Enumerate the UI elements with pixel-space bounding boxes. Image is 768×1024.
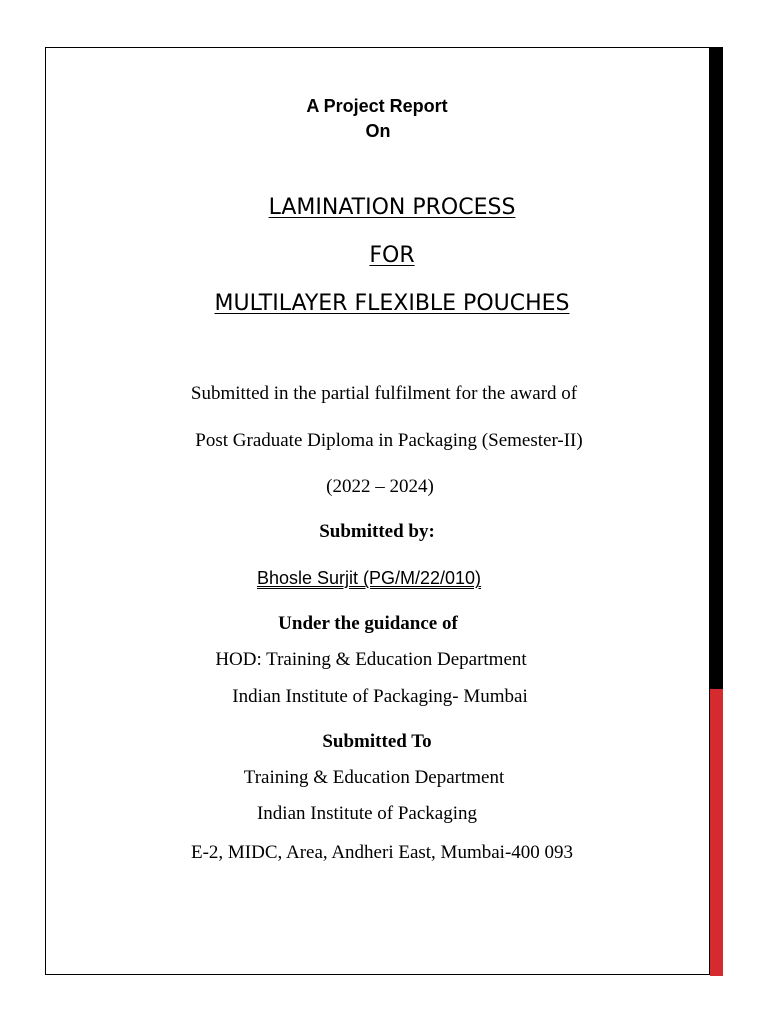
fulfilment-text: Submitted in the partial fulfilment for the award of — [190, 383, 578, 404]
page-border — [45, 47, 710, 975]
submitted-to-label: Submitted To — [322, 731, 432, 752]
title-line1: LAMINATION PROCESS — [268, 195, 516, 220]
guide-line2: Indian Institute of Packaging- Mumbai — [232, 686, 528, 707]
recipient-line1: Training & Education Department — [243, 767, 505, 788]
title-line2: FOR — [369, 243, 415, 268]
guide-line1: HOD: Training & Education Department — [215, 649, 527, 670]
student-name: Bhosle Surjit (PG/M/22/010) — [256, 568, 482, 588]
guidance-label: Under the guidance of — [278, 613, 458, 634]
submitted-by-label: Submitted by: — [319, 521, 435, 542]
report-heading-line1: A Project Report — [306, 96, 448, 116]
session-text: (2022 – 2024) — [326, 476, 434, 497]
recipient-line2: Indian Institute of Packaging — [256, 803, 478, 824]
recipient-line3: E-2, MIDC, Area, Andheri East, Mumbai-400 093 — [190, 842, 574, 863]
title-line3: MULTILAYER FLEXIBLE POUCHES — [214, 291, 570, 316]
report-heading-line2: On — [365, 121, 391, 141]
edge-bar-red — [710, 689, 723, 976]
edge-bar-black — [710, 47, 723, 689]
diploma-text: Post Graduate Diploma in Packaging (Semester-II) — [195, 430, 583, 451]
